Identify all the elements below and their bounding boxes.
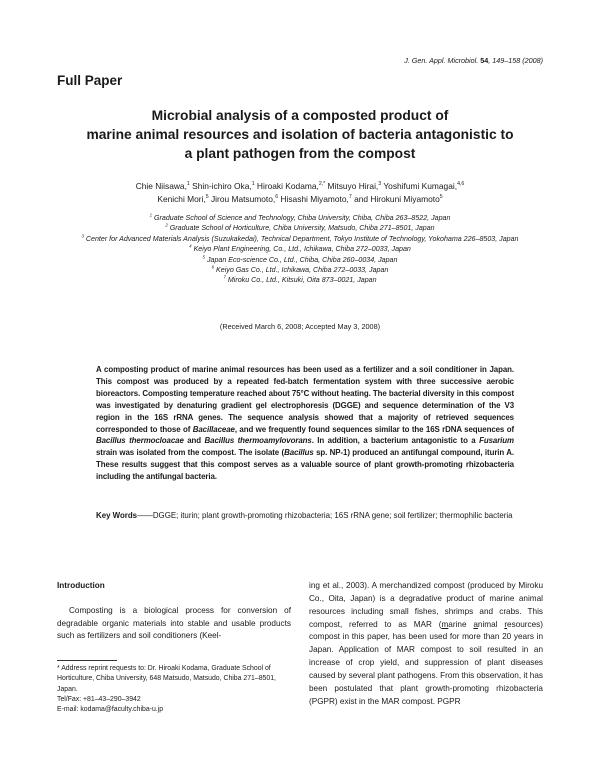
taxon-name: Bacillus thermoamylovorans: [204, 436, 312, 446]
taxon-name: Bacillaceae: [192, 424, 235, 434]
journal-volume: 54: [480, 56, 489, 65]
footnote-email: E-mail: kodama@faculty.chiba-u.jp: [57, 706, 164, 714]
footnote-divider: [57, 660, 117, 661]
author-affiliation-marker: 1: [186, 181, 190, 188]
affiliation-item: $^5$ Japan Eco-science Co., Ltd., Chiba, Chiba 260–0034, Japan: [202, 254, 398, 264]
keywords-dash: ——: [137, 511, 153, 520]
author-affiliation-marker: 1: [251, 181, 255, 188]
title-line: a plant pathogen from the compost: [184, 146, 416, 161]
journal-reference: [404, 56, 543, 65]
author-name: Mitsuyo Hirai,: [327, 181, 379, 191]
affiliation-item: $^6$ Keiyo Gas Co., Ltd., Ichikawa, Chiba 272–0033, Japan: [211, 264, 389, 275]
body-paragraph: Composting is a biological process for conversion of degradable organic materials into stable and usable products such as fertilizers and soil conditioners (Keel-: [57, 606, 291, 641]
paper-type: Full Paper: [57, 73, 123, 88]
author-affiliation-marker: 4,6: [457, 181, 465, 188]
affiliation-item: $^2$ Graduate School of Horticulture, Chiba University, Matsudo, Chiba 271–8501, Japan: [165, 223, 435, 233]
author-affiliation-marker: 3: [378, 181, 382, 188]
affiliation-item: $^1$ Graduate School of Science and Technology, Chiba University, Chiba, Chiba 263–8522, Japan: [149, 212, 451, 222]
author-name: Yoshifumi Kumagai,: [383, 181, 458, 191]
author-name: Chie Niisawa,: [135, 181, 187, 191]
received-dates: (Received March 6, 2008; Accepted May 3, 2008): [219, 322, 381, 331]
author-affiliation-marker: 2,*: [318, 181, 326, 188]
paper-title: [60, 106, 540, 163]
author-affiliation-marker: 7: [348, 194, 352, 201]
author-affiliation-marker: 6: [275, 194, 279, 201]
author-affiliation-marker: 5: [439, 194, 443, 201]
keywords-label: Key Words: [96, 511, 138, 520]
footnote-address: * Address reprint requests to: Dr. Hiroaki Kodama, Graduate School of Horticulture, Chiba University, 648 Matsudo, Matsudo, Chiba 271–8501, Japan.: [57, 665, 276, 693]
taxon-name: Fusarium: [479, 436, 514, 446]
keywords-text: DGGE; iturin; plant growth-promoting rhizobacteria; 16S rRNA gene; soil fertilizer; thermophilic bacteria: [152, 511, 513, 520]
taxon-name: Bacillus thermocloacae: [96, 436, 184, 446]
title-line: marine animal resources and isolation of bacteria antagonistic to: [86, 127, 514, 142]
footnote: [57, 664, 291, 715]
author-name: Kenichi Mori,: [157, 194, 206, 204]
author-list: [60, 180, 540, 206]
affiliation-item: $^7$ Miroku Co., Ltd., Kitsuki, Oita 873–0021, Japan: [223, 275, 377, 285]
author-affiliation-marker: 5: [205, 194, 209, 201]
author-name: and Hirokuni Miyamoto: [354, 194, 440, 204]
affiliation-item: $^4$ Keiyo Plant Engineering, Co., Ltd., Ichikawa, Chiba 272–0033, Japan: [189, 243, 411, 254]
body-paragraph: ing et al., 2003). A merchandized compost (produced by Miroku Co., Oita, Japan) is a degradative product of marine animal resources including small fishes, shrimps and crabs. This compost, referred to as MAR (marine animal resources) compost in this paper, has been used for more than 20 years in Japan. Application of MAR compost to soil resulted in an increase of crop yield, and suppression of plant diseases caused by several plant pathogens. From this observation, it has been postulated that plant growth-promoting rhizobacteria (PGPR) exist in the MAR compost. PGPR: [309, 581, 543, 706]
section-heading: Introduction: [57, 581, 105, 590]
journal-pages: , 149–158 (2008): [488, 56, 543, 65]
body-column-right: [309, 580, 543, 708]
taxon-name: Bacillus: [284, 448, 314, 458]
keywords: [96, 510, 514, 522]
title-line: Microbial analysis of a composted product of: [151, 108, 449, 123]
abstract: A composting product of marine animal resources has been used as a fertilizer and a soil conditioner in Japan. This compost was produced by a repeated fed-batch fermentation system with three successive aerobic bioreactors. Composting temperature reached about 75°C without heating. The bacterial diversity in this compost was investigated by denaturing gradient gel electrophoresis (DGGE) and sequence determination of the V3 region in the 16S rRNA genes. The sequence analysis showed that a majority of retrieved sequences corresponded to those of Bacillaceae, and we frequently found sequences similar to the 16S rDNA sequences of Bacillus thermocloacae and Bacillus thermoamylovorans. In addition, a bacterium antagonistic to a Fusarium strain was isolated from the compost. The isolate (Bacillus sp. NP-1) produced an antifungal compound, iturin A. These results suggest that this compost serves as a valuable source of plant growth-promoting rhizobacteria including the antifungal bacteria.: [96, 365, 514, 482]
affiliation-list: [60, 213, 540, 286]
author-name: Shin-ichiro Oka,: [192, 181, 252, 191]
footnote-tel: Tel/Fax: +81–43–290–3942: [57, 695, 141, 703]
journal-name: J. Gen. Appl. Microbiol.: [404, 56, 479, 65]
body-column-left: [57, 605, 291, 643]
author-name: Jirou Matsumoto,: [210, 194, 276, 204]
author-name: Hisashi Miyamoto,: [280, 194, 349, 204]
affiliation-item: $^3$ Center for Advanced Materials Analysis (Suzukakedai), Technical Department, Tokyo Institute of Technology, Yokohama 226–8503, Japan: [81, 233, 519, 243]
author-name: Hiroaki Kodama,: [256, 181, 319, 191]
